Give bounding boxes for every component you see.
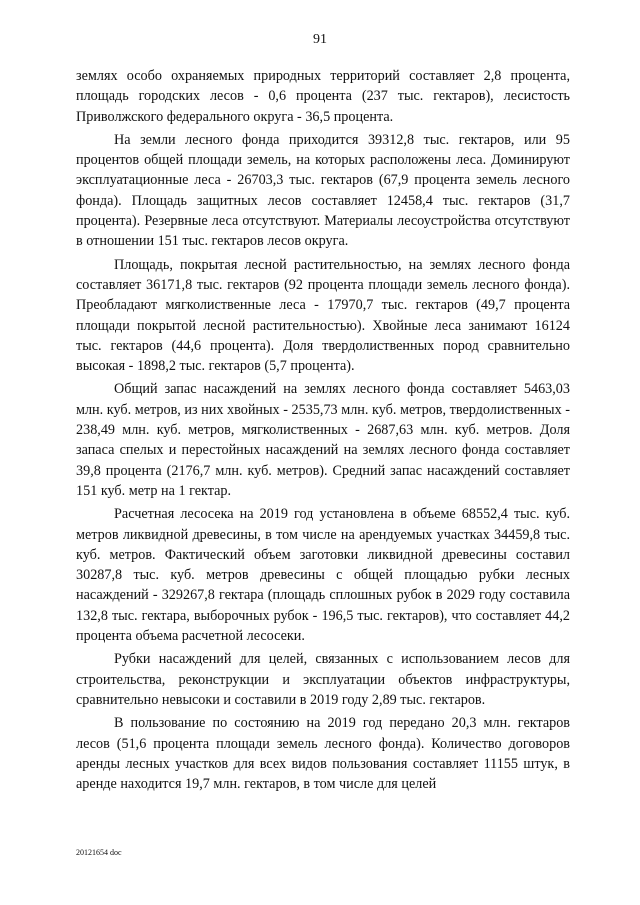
document-body <box>76 66 570 794</box>
paragraph-5: Расчетная лесосека на 2019 год установлена в объеме 68552,4 тыс. куб. метров ликвидной древесины, в том числе на арендуемых участках 34459,8 тыс. куб. метров. Фактический объем заготовки ликвидной древесины составил 30287,8 тыс. куб. метров древесины с общей площадью рубки лесных насаждений - 329267,8 гектара (площадь сплошных рубок в 2029 году составила 132,8 тыс. гектара, выборочных рубок - 196,5 тыс. гектаров), что составляет 44,2 процента объема расчетной лесосеки. <box>76 506 570 645</box>
paragraph-6: Рубки насаждений для целей, связанных с использованием лесов для строительства, реконструкции и эксплуатации объектов инфраструктуры, сравнительно невысоки и составили в 2019 году 2,89 тыс. гектаров. <box>76 651 570 708</box>
paragraph-1: землях особо охраняемых природных территорий составляет 2,8 процента, площадь городских лесов - 0,6 процента (237 тыс. гектаров), лесистость Приволжского федерального округа - 36,5 процента. <box>76 68 570 125</box>
paragraph-3: Площадь, покрытая лесной растительностью, на землях лесного фонда составляет 36171,8 тыс. гектаров (92 процента площади земель лесного фонда). Преобладают мягколиственные леса - 17970,7 тыс. гектаров (49,7 процента площади покрытой лесной растительностью). Хвойные леса занимают 16124 тыс. гектаров (44,6 процента). Доля твердолиственных пород сравнительно высокая - 1898,2 тыс. гектаров (5,7 процента). <box>76 256 570 375</box>
paragraph-7: В пользование по состоянию на 2019 год передано 20,3 млн. гектаров лесов (51,6 процента площади земель лесного фонда). Количество договоров аренды лесных участков для всех видов пользования составляет 11155 штук, в аренде находится 19,7 млн. гектаров, в том числе для целей <box>76 715 570 793</box>
paragraph-4: Общий запас насаждений на землях лесного фонда составляет 5463,03 млн. куб. метров, из них хвойных - 2535,73 млн. куб. метров, твердолиственных - 238,49 млн. куб. метров, мягколиственных - 2687,63 млн. куб. метров. Доля запаса спелых и перестойных насаждений на землях лесного фонда составляет 39,8 процента (2176,7 млн. куб. метров). Средний запас насаждений составляет 151 куб. метр на 1 гектар. <box>76 381 570 499</box>
footer-file-name: 20121654 doc <box>76 848 122 857</box>
paragraph-2: На земли лесного фонда приходится 39312,8 тыс. гектаров, или 95 процентов общей площади земель, на которых расположены леса. Доминируют эксплуатационные леса - 26703,3 тыс. гектаров (67,9 процента земель лесного фонда). Площадь защитных лесов составляет 12458,4 тыс. гектаров (31,7 процента). Резервные леса отсутствуют. Материалы лесоустройства отсутствуют в отношении 151 тыс. гектаров лесов округа. <box>76 131 570 250</box>
page-number: 91 <box>313 32 327 47</box>
